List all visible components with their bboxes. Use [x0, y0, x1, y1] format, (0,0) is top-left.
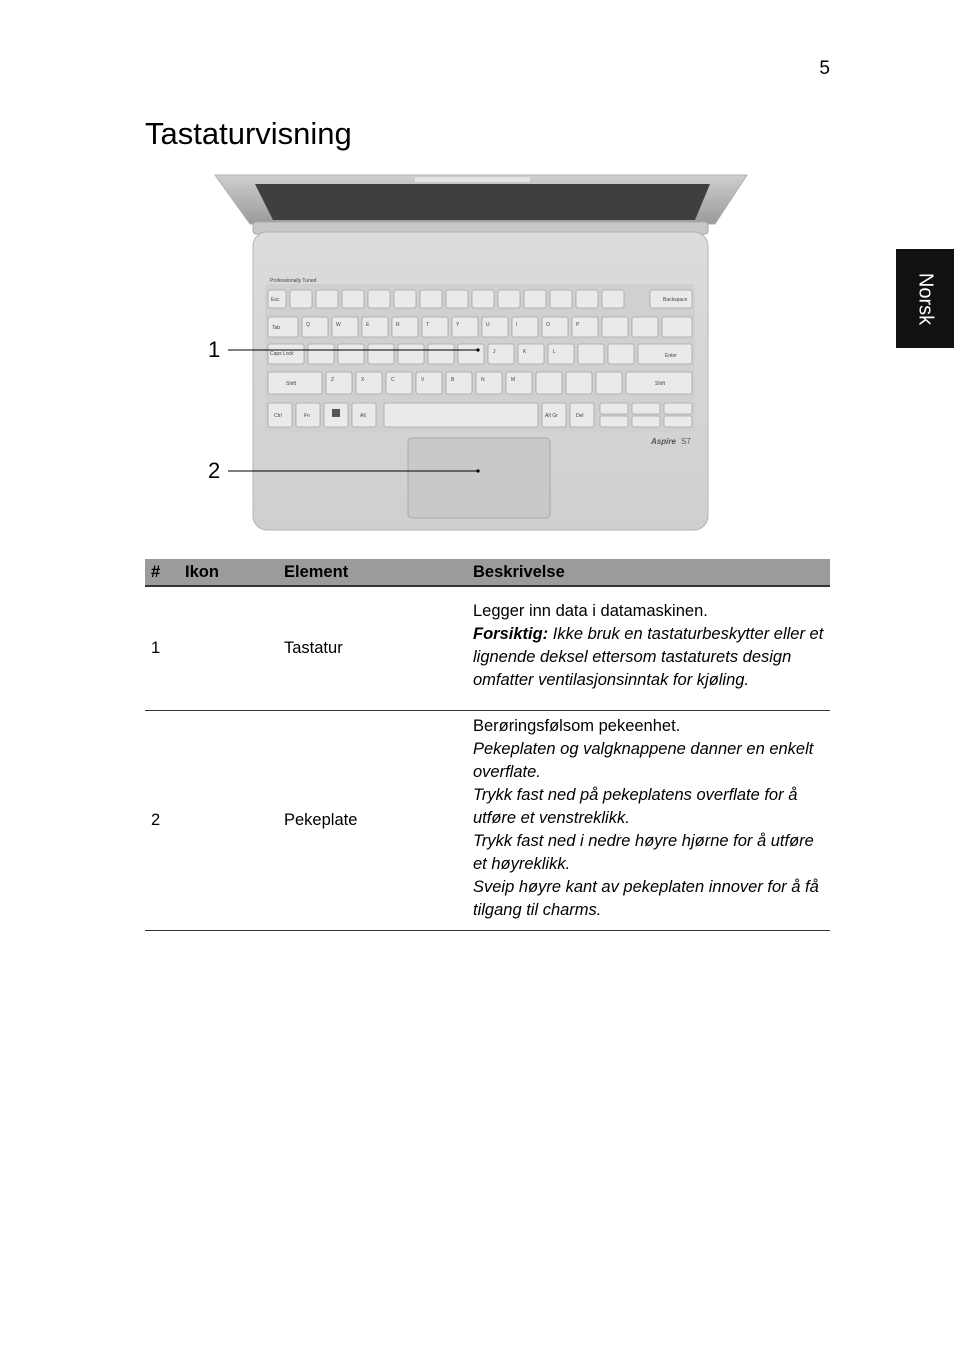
windows-key-icon: [332, 409, 340, 417]
key-label-ctrl: Ctrl: [274, 413, 282, 419]
key-label-j: J: [493, 349, 496, 355]
key-label-backspace: Backspace: [663, 297, 688, 303]
model-name: S7: [681, 437, 691, 446]
key-label-w: W: [336, 322, 341, 328]
key-label-m: M: [511, 377, 516, 383]
header-icon: Ikon: [179, 559, 278, 586]
callout-2-dot: [476, 469, 479, 472]
page-number: 5: [819, 58, 830, 79]
header-element: Element: [278, 559, 467, 586]
lid-hinge-strip: [415, 177, 530, 182]
key-label-q: Q: [306, 322, 310, 328]
key-label-fn: Fn: [304, 413, 310, 419]
key-label-tab: Tab: [272, 325, 281, 331]
key-label-caps-lock: Caps Lock: [270, 351, 294, 357]
description-line: Trykk fast ned i nedre høyre hjørne for å utføre et høyreklikk.: [473, 831, 814, 873]
key-label-n: N: [481, 377, 485, 383]
description-line: Pekeplaten og valgknappene danner en enkelt overflate.: [473, 739, 814, 781]
key-label-t: T: [426, 322, 430, 328]
callout-1-dot: [476, 348, 479, 351]
key-label-enter: Enter: [665, 353, 677, 359]
key-label-y: Y: [456, 322, 460, 328]
row-description: [467, 710, 830, 930]
header-number: #: [145, 559, 179, 586]
callout-2-number: 2: [208, 458, 221, 483]
table-header-row: [145, 559, 830, 586]
row-number: 1: [145, 586, 179, 710]
laptop-illustration: [195, 172, 760, 542]
keyboard-figure: [195, 172, 760, 542]
row-element: Tastatur: [278, 586, 467, 710]
key-label-del: Del: [576, 413, 584, 419]
callout-1-number: 1: [208, 337, 221, 362]
key-label-e: E: [366, 322, 370, 328]
key-label-c: C: [391, 377, 395, 383]
table-row: [145, 586, 830, 710]
key-label-x: X: [361, 377, 365, 383]
warning-text: Ikke bruk en tastaturbeskytter eller et lignende deksel ettersom tastaturets design omfatter ventilasjonsinntak for kjøling.: [473, 625, 824, 690]
touchpad: [408, 438, 550, 518]
description-line: Berøringsfølsom pekeenhet.: [473, 716, 681, 735]
key-label-i: I: [516, 322, 518, 328]
language-side-tab-label: Norsk: [914, 272, 937, 325]
key-label-alt: Alt: [360, 413, 366, 419]
page-title: Tastaturvisning: [145, 116, 352, 151]
key-label-v: V: [421, 377, 425, 383]
description-line: Legger inn data i datamaskinen.: [473, 602, 708, 621]
language-side-tab: [896, 249, 954, 348]
key-label-alt-gr: Alt Gr: [545, 413, 558, 419]
header-description: Beskrivelse: [467, 559, 830, 586]
key-label-shift-left: Shift: [286, 381, 297, 387]
row-description: [467, 586, 830, 710]
key-label-b: B: [451, 377, 455, 383]
row-element: Pekeplate: [278, 710, 467, 930]
description-line: Trykk fast ned på pekeplatens overflate for å utføre et venstreklikk.: [473, 785, 798, 827]
key-label-z: Z: [331, 377, 335, 383]
table-row: [145, 710, 830, 930]
description-warning: [473, 623, 824, 692]
row-number: 2: [145, 710, 179, 930]
key-label-o: O: [546, 322, 550, 328]
key-label-r: R: [396, 322, 400, 328]
deck-badge: Professionally Tuned: [270, 278, 317, 284]
row-icon: [179, 586, 278, 710]
component-table: [145, 559, 830, 931]
key-label-k: K: [523, 349, 527, 355]
description-line: Sveip høyre kant av pekeplaten innover for å få tilgang til charms.: [473, 877, 819, 919]
laptop-screen-edge: [255, 184, 710, 220]
key-label-u: U: [486, 322, 490, 328]
key-label-esc: Esc: [271, 297, 280, 303]
row-icon: [179, 710, 278, 930]
key-space: [384, 403, 538, 427]
key-label-shift-right: Shift: [655, 381, 666, 387]
key-label-l: L: [553, 349, 556, 355]
warning-label: Forsiktig:: [473, 625, 549, 644]
key-label-p: P: [576, 322, 580, 328]
brand-name: Aspire: [651, 437, 676, 446]
